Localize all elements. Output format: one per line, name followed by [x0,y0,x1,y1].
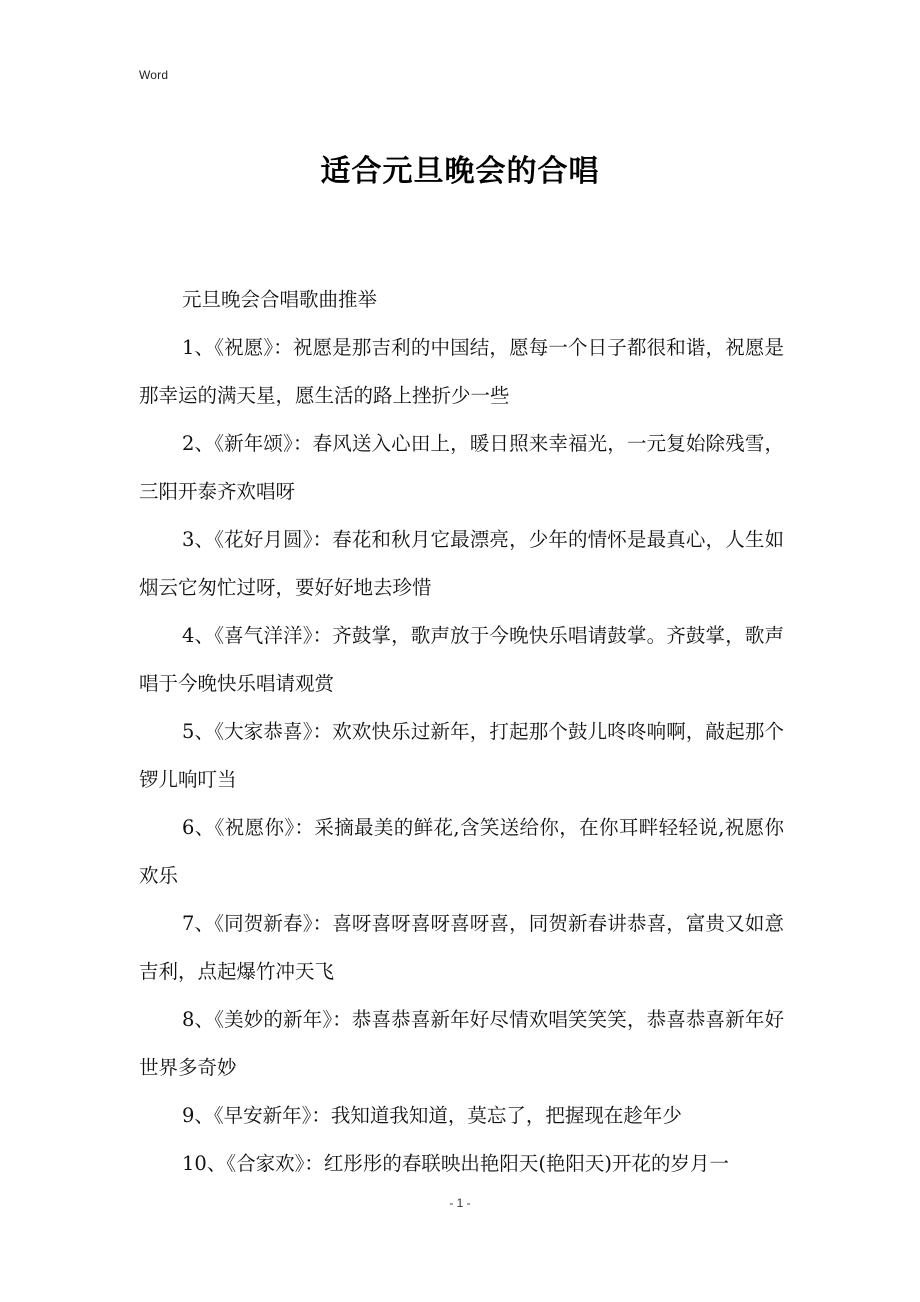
paragraph-song-5: 5、《大家恭喜》：欢欢快乐过新年，打起那个鼓儿咚咚响啊，敲起那个锣儿响叮当 [139,720,784,791]
paragraph-song-2: 2、《新年颂》：春风送入心田上，暖日照来幸福光，一元复始除残雪，三阳开泰齐欢唱呀 [139,432,784,503]
paragraph-song-10: 10、《合家欢》：红彤彤的春联映出艳阳天(艳阳天)开花的岁月一 [182,1152,730,1175]
header-label: Word [139,68,169,82]
paragraph-song-6: 6、《祝愿你》：采摘最美的鲜花,含笑送给你，在你耳畔轻轻说,祝愿你欢乐 [139,816,784,887]
paragraph-song-7: 7、《同贺新春》：喜呀喜呀喜呀喜呀喜，同贺新春讲恭喜，富贵又如意吉利，点起爆竹冲天飞 [139,912,784,983]
document-body [139,276,784,1188]
page-number: - 1 - [449,1196,471,1210]
paragraph-song-8: 8、《美妙的新年》：恭喜恭喜新年好尽情欢唱笑笑笑，恭喜恭喜新年好世界多奇妙 [139,1008,784,1079]
paragraph-song-3: 3、《花好月圆》：春花和秋月它最漂亮，少年的情怀是最真心，人生如烟云它匆忙过呀，要好好地去珍惜 [139,528,784,599]
paragraph-song-4: 4、《喜气洋洋》：齐鼓掌，歌声放于今晚快乐唱请鼓掌。齐鼓掌，歌声唱于今晚快乐唱请观赏 [139,624,784,695]
paragraph-song-9: 9、《早安新年》：我知道我知道，莫忘了，把握现在趁年少 [182,1104,682,1127]
document-title: 适合元旦晚会的合唱 [320,154,600,189]
paragraph-song-1: 1、《祝愿》：祝愿是那吉利的中国结，愿每一个日子都很和谐，祝愿是那幸运的满天星，愿生活的路上挫折少一些 [139,336,784,407]
paragraph-intro: 元旦晚会合唱歌曲推举 [182,288,378,311]
